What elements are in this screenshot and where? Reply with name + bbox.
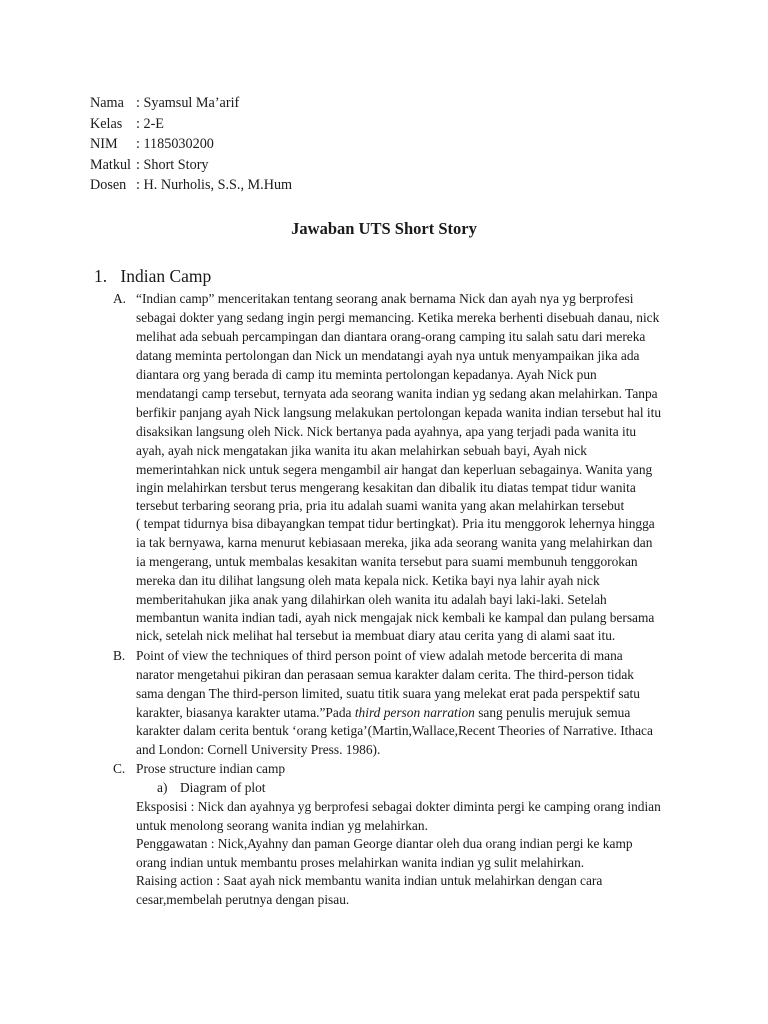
paragraph-line: memberitahukan jika anak yang dilahirkan oleh wanita itu adalah bayi laki-laki. Setelah (136, 592, 607, 607)
item-a-marker: A. (113, 291, 127, 306)
paragraph-line: tersebut terbaring seorang pria, pria itu adalah suami wanita yang akan melahirkan tersebut (136, 498, 625, 513)
paragraph-line: sebagai dokter yang sedang ingin pergi memancing. Ketika mereka berhenti disebuah danau, nick (136, 310, 660, 325)
section-title: Indian Camp (120, 266, 212, 286)
info-value: : 1185030200 (136, 136, 214, 152)
paragraph-line: untuk menolong seorang wanita indian yg melahirkan. (136, 818, 428, 833)
info-row-nim (90, 134, 292, 155)
paragraph-line: ia tak bernyawa, karna menurut kebiasaan mereka, jika ada seorang wanita yang melahirkan dan (136, 535, 653, 550)
paragraph-line: orang indian untuk membantu proses melahirkan wanita indian yg sulit melahirkan. (136, 855, 585, 870)
italic-term: third person narration (354, 705, 475, 720)
paragraph-line: diantara org yang berada di camp itu meminta pertolongan kepadanya. Ayah Nick pun (136, 367, 597, 382)
paragraph-line: ayah, ayah nick mengatakan jika wanita itu akan melahirkan sebuah bayi, Ayah nick (136, 443, 587, 458)
info-label: Matkul (90, 156, 131, 173)
paragraph-line: berfikir panjang ayah Nick langsung melakukan pertolongan kepada wanita indian tersebut hal itu (136, 405, 662, 420)
section-number: 1. (94, 266, 108, 286)
paragraph-line: mereka dan itu dilihat langsung oleh mata kepala nick. Ketika bayi nya lahir ayah nick (136, 573, 600, 588)
info-row-dosen (90, 175, 292, 196)
paragraph-line: Eksposisi : Nick dan ayahnya yg berprofesi sebagai dokter diminta pergi ke camping orang indian (136, 799, 661, 814)
info-value: : 2-E (136, 115, 164, 132)
info-label: NIM (90, 136, 118, 152)
paragraph-line: ingin melahirkan tersbut terus mengerang kesakitan dan dibalik itu diatas tempat tidur wanita (136, 480, 636, 495)
paragraph-line: Penggawatan : Nick,Ayahny dan paman George diantar oleh dua orang indian pergi ke kamp (136, 836, 633, 851)
sub-item-marker: a) (157, 780, 168, 795)
sub-item-title: Diagram of plot (180, 780, 266, 795)
paragraph-line: cesar,membelah perutnya dengan pisau. (136, 892, 350, 907)
item-b-marker: B. (113, 648, 126, 663)
paragraph-line: sama dengan The third-person limited, suatu titik suara yang melekat erat pada perspektif satu (136, 686, 640, 701)
document-title: Jawaban UTS Short Story (291, 219, 477, 238)
paragraph-line: Point of view the techniques of third person point of view adalah metode bercerita di mana (136, 648, 623, 663)
student-info (90, 93, 292, 196)
info-row-nama (90, 93, 292, 114)
section-heading (94, 266, 211, 287)
paragraph-line: karakter dalam cerita bentuk ‘orang ketiga’(Martin,Wallace,Recent Theories of Narrative. Ithaca (136, 723, 653, 738)
paragraph-line: ( tempat tidurnya bisa dibayangkan tempat tidur bertingkat). Pria itu menggorok lehernya hingga (136, 516, 655, 531)
info-value: : Syamsul Ma’arif (136, 95, 240, 111)
paragraph-line: narator mengetahui pikiran dan perasaan semua karakter dalam cerita. The third-person tidak (136, 667, 634, 682)
info-value: : Short Story (136, 156, 209, 173)
item-c-marker: C. (113, 761, 126, 776)
paragraph-line (136, 704, 630, 722)
paragraph-line: disaksikan langsung oleh Nick. Nick bertanya pada ayahnya, apa yang terjadi pada wanita itu (136, 424, 637, 439)
paragraph-line: membantun wanita indian tadi, ayah nick mengajak nick kembali ke kampal dan pulang bersama (136, 610, 655, 625)
info-row-kelas (90, 114, 292, 135)
info-label: Nama (90, 95, 124, 111)
paragraph-line: and London: Cornell University Press. 1986). (136, 742, 381, 757)
paragraph-line: melihat ada sebuah percampingan dan diantara orang-orang camping itu salah satu dari mereka (136, 329, 646, 344)
paragraph-line: nick, setelah nick melihat hal tersebut ia membuat diary atau cerita yang di alami saat itu. (136, 628, 616, 643)
paragraph-line: Raising action : Saat ayah nick membantu wanita indian untuk melahirkan dengan cara (136, 873, 603, 888)
paragraph-line: datang meminta pertolongan dan Nick un mendatangi ayah nya untuk menyampaikan jika ada (136, 348, 640, 363)
info-value: : H. Nurholis, S.S., M.Hum (136, 177, 293, 193)
info-row-matkul (90, 155, 292, 176)
paragraph-line: ia mengerang, untuk membalas kesakitan wanita tersebut para suami membunuh tenggorokan (136, 554, 638, 569)
info-label: Kelas (90, 115, 123, 132)
item-c-title: Prose structure indian camp (136, 761, 286, 776)
text-segment: karakter, biasanya karakter utama.”Pada (136, 705, 355, 720)
text-segment: sang penulis merujuk semua (474, 705, 631, 720)
paragraph-line: mendatangi camp tersebut, ternyata ada seorang wanita indian yg sedang akan melahirkan. Tanpa (136, 386, 658, 401)
info-label: Dosen (90, 177, 127, 193)
paragraph-line: “Indian camp” menceritakan tentang seorang anak bernama Nick dan ayah nya yg berprofesi (136, 291, 634, 306)
paragraph-line: memerintahkan nick untuk segera mengambil air hangat dan keperluan sebagainya. Wanita yang (136, 462, 653, 477)
